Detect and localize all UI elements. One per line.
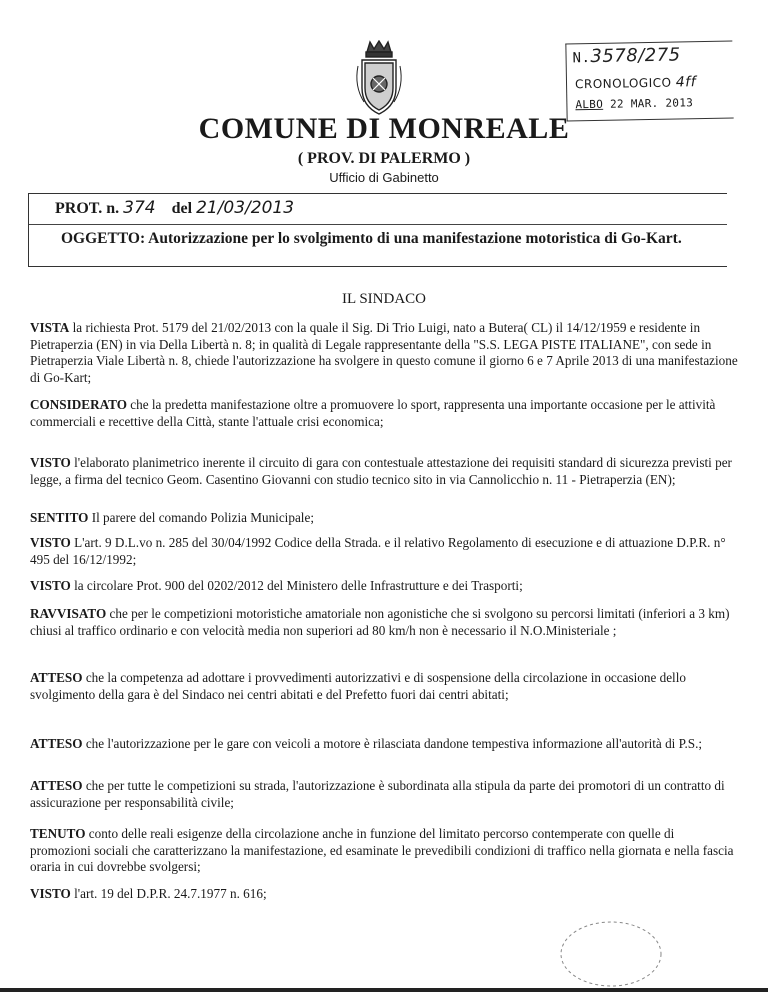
subject-line: OGGETTO: Autorizzazione per lo svolgimento di una manifestazione motoristica di Go-Kart. — [61, 230, 682, 247]
protocol-stamp — [565, 41, 733, 122]
municipal-emblem-icon — [352, 40, 406, 118]
page-title: COMUNE DI MONREALE — [198, 112, 570, 145]
paragraph-atteso-autorizzazione: ATTESO che l'autorizzazione per le gare con veicoli a motore è rilasciata dandone tempestiva informazione all'autorità di P.S.; — [30, 736, 703, 751]
stamp-albo-date: ALBO 22 MAR. 2013 — [575, 96, 694, 112]
paragraph-visto-dpr: VISTO l'art. 19 del D.P.R. 24.7.1977 n. 616; — [30, 886, 267, 901]
protocol-box — [28, 193, 727, 267]
paragraph-atteso-competenza: ATTESO che la competenza ad adottare i provvedimenti autorizzativi e di sospensione della circolazione in occasione dello svolgimento della gara è del Sindaco nei centri abitati e del Prefetto fuori dai centri abitati; — [30, 670, 686, 702]
office-seal-icon — [556, 918, 666, 990]
protocol-number: 374 — [123, 198, 156, 218]
paragraph-visto-codice: VISTO L'art. 9 D.L.vo n. 285 del 30/04/1992 Codice della Strada. e il relativo Regolamento di esecuzione e di attuazione D.P.R. n° 495 del 16/12/1992; — [30, 535, 726, 567]
protocol-date: 21/03/2013 — [196, 198, 295, 218]
office-name: Ufficio di Gabinetto — [329, 170, 439, 185]
paragraph-vista-richiesta: VISTA la richiesta Prot. 5179 del 21/02/2013 con la quale il Sig. Di Trio Luigi, nato a Butera( CL) il 14/12/1959 e residente in Pietraperzia (EN) in via Della Libertà n. 8; in qualità di Legale rappresentante della "S.S. LEGA PISTE ITALIANE", con sede in Pietraperzia Viale Libertà n. 8, chiede l'autorizzazione ha svolgere in questo comune il giorno 6 e 7 Aprile 2013 di una manifestazione di Go-Kart; — [30, 320, 738, 385]
divider — [29, 224, 727, 225]
paragraph-ravvisato: RAVVISATO che per le competizioni motoristiche amatoriale non agonistiche che si svolgono su percorsi limitati (inferiori a 3 km) chiusi al traffico ordinario e con velocità media non superiori ad 80 km/h non è necessario il N.O.Ministeriale ; — [30, 606, 730, 638]
province-subtitle: ( PROV. DI PALERMO ) — [297, 150, 471, 167]
issuer-heading: IL SINDACO — [341, 291, 427, 307]
paragraph-considerato: CONSIDERATO che la predetta manifestazione oltre a promuovere lo sport, rappresenta una importante occasione per le attività commerciali e recettive della Città, stante l'attuale crisi economica; — [30, 397, 716, 429]
paragraph-sentito: SENTITO Il parere del comando Polizia Municipale; — [30, 510, 314, 525]
stamp-register: CRONOLOGICO 4ff — [574, 74, 697, 92]
page-bottom-edge — [0, 988, 768, 992]
paragraph-visto-circolare: VISTO la circolare Prot. 900 del 0202/2012 del Ministero delle Infrastrutture e dei Trasporti; — [30, 578, 523, 593]
paragraph-atteso-assicurazione: ATTESO che per tutte le competizioni su strada, l'autorizzazione è subordinata alla stipula da parte dei promotori di un contratto di assicurazione per responsabilità civile; — [30, 778, 725, 810]
protocol-line: PROT. n. 374 del 21/03/2013 — [55, 198, 295, 218]
stamp-number: N.3578/275 — [572, 44, 681, 68]
paragraph-visto-elaborato: VISTO l'elaborato planimetrico inerente il circuito di gara con contestuale attestazione dei requisiti standard di sicurezza previsti per legge, a firma del tecnico Geom. Casentino Giovanni con studio tecnico sito in via Cannolicchio n. 11 - Pietraperzia (EN); — [30, 455, 732, 487]
paragraph-tenuto: TENUTO conto delle reali esigenze della circolazione anche in funzione del limitato percorso contemperate con quelle di promozioni sociali che caratterizzano la manifestazione, ed esaminate le prevedibili condizioni di traffico nella giornata e nella fascia oraria in cui dovrebbe svolgersi; — [30, 826, 734, 874]
